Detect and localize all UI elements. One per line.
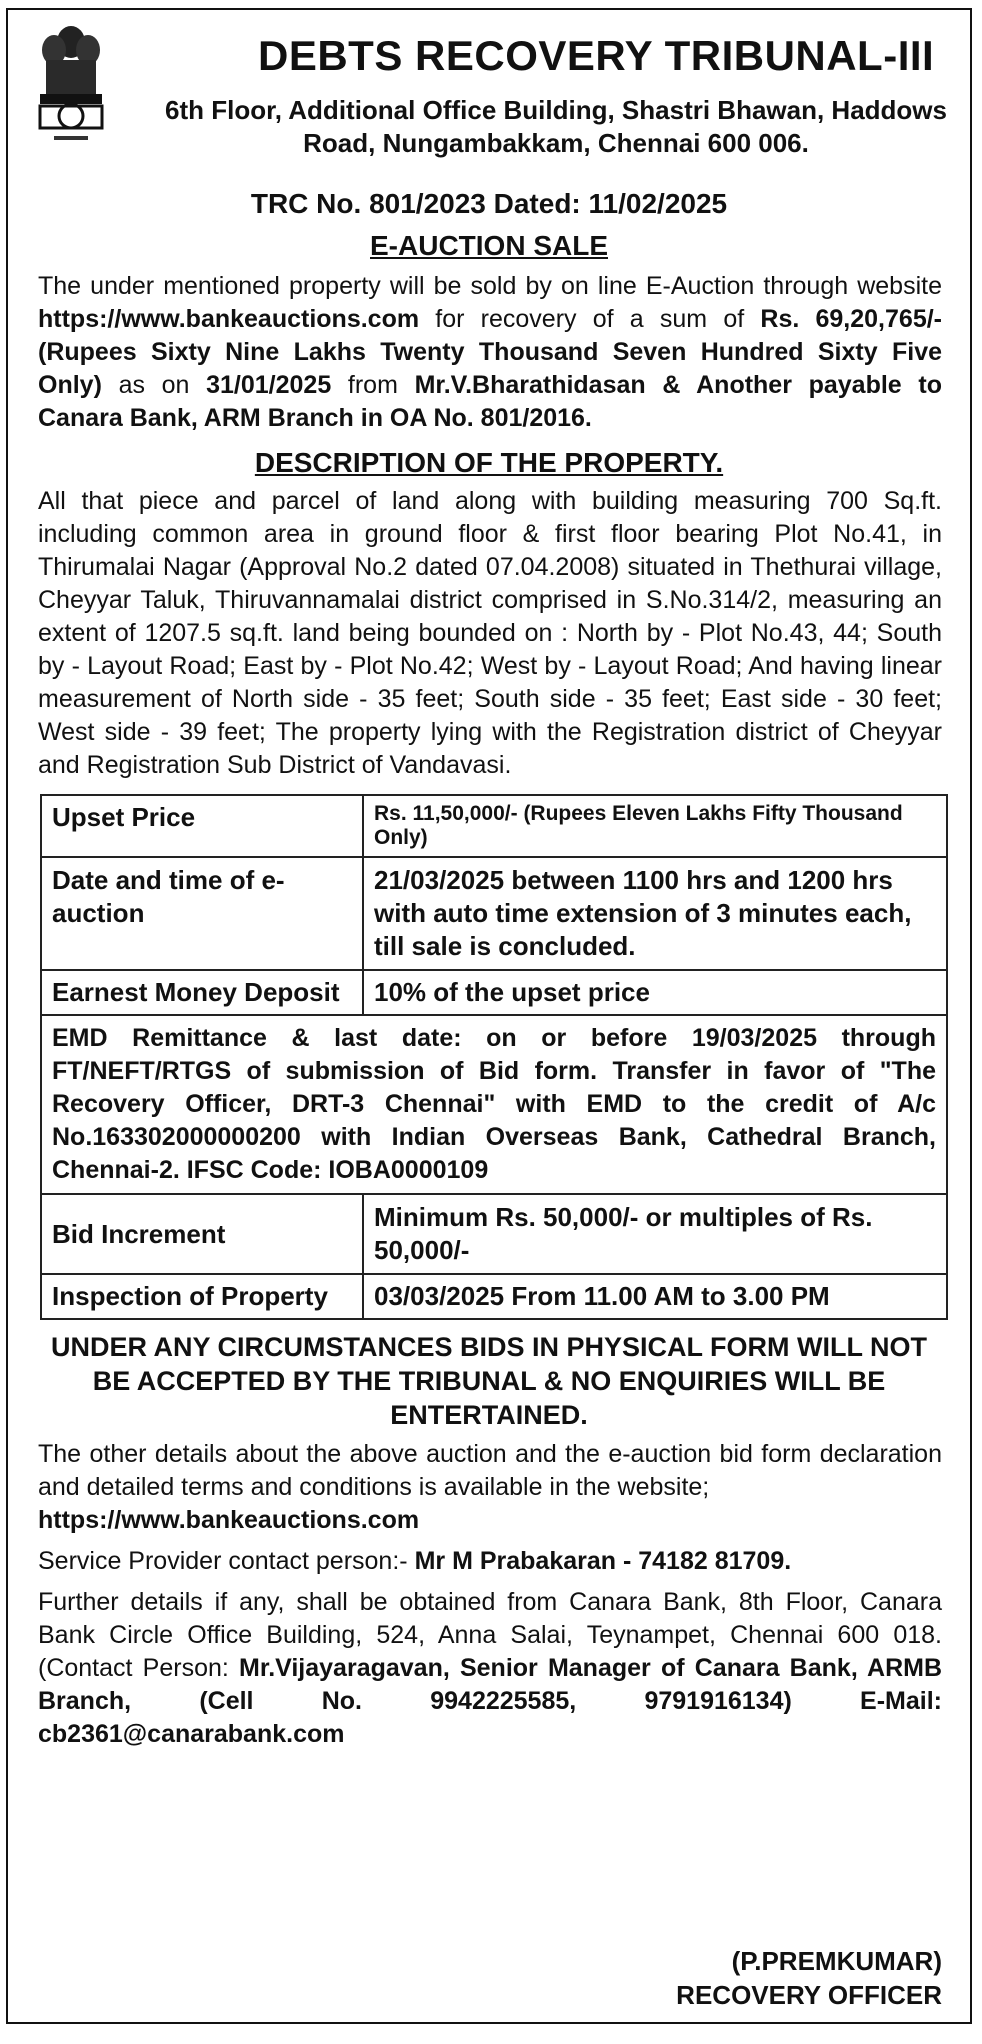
signature-block — [676, 1944, 942, 2012]
description-heading: DESCRIPTION OF THE PROPERTY. — [254, 447, 724, 478]
auction-date-label: Date and time of e-auction — [41, 857, 363, 970]
further-details-text: Further details if any, shall be obtained from Canara Bank, 8th Floor, Canara Bank Circle Office Building, 524, Anna Salai, Teynampet, Chennai 600 018. (Contact Person: — [38, 1588, 942, 1682]
intro-text: as on — [101, 371, 207, 399]
physical-bid-warning: UNDER ANY CIRCUMSTANCES BIDS IN PHYSICAL FORM WILL NOT BE ACCEPTED BY THE TRIBUNAL & NO ENQUIRIES WILL BE ENTERTAINED. — [50, 1332, 928, 1430]
auction-details-table — [40, 794, 948, 1320]
upset-price-label: Upset Price — [41, 795, 363, 857]
table-row — [41, 1274, 947, 1319]
inspection-value: 03/03/2025 From 11.00 AM to 3.00 PM — [363, 1274, 947, 1319]
table-row — [41, 1015, 947, 1194]
other-details — [8, 1438, 970, 1537]
service-provider-text: Service Provider contact person:- — [38, 1547, 415, 1575]
debtor-party: Mr.V.Bharathidasan & Another payable to Canara Bank, ARM Branch in OA No. 801/2016. — [38, 371, 942, 432]
emd-remittance: EMD Remittance & last date: on or before 19/03/2025 through FT/NEFT/RTGS of submission of Bid form. Transfer in favor of "The Recovery Officer, DRT-3 Chennai" with EMD to the credit of A/c No.163302000000200 with Indian Overseas Bank, Cathedral Branch, Chennai-2. IFSC Code: IOBA0000109 — [41, 1015, 947, 1194]
table-row — [41, 795, 947, 857]
intro-text: for recovery of a sum of — [419, 305, 761, 333]
website-link[interactable]: https://www.bankeauctions.com — [38, 1506, 420, 1534]
officer-designation: RECOVERY OFFICER — [676, 1980, 942, 2010]
emd-value: 10% of the upset price — [363, 970, 947, 1015]
other-details-text: The other details about the above auction and the e-auction bid form declaration and detailed terms and conditions is available in the website; — [38, 1440, 942, 1501]
tribunal-address: 6th Floor, Additional Office Building, Shastri Bhawan, Haddows Road, Nungambakkam, Chennai 600 006. — [165, 95, 947, 158]
further-details — [8, 1586, 970, 1751]
bid-increment-label: Bid Increment — [41, 1194, 363, 1274]
sale-heading: E-AUCTION SALE — [370, 230, 608, 261]
website-link[interactable]: https://www.bankeauctions.com — [38, 305, 420, 333]
notice — [6, 8, 972, 2024]
tribunal-title: DEBTS RECOVERY TRIBUNAL-III — [258, 32, 935, 79]
bid-increment-value: Minimum Rs. 50,000/- or multiples of Rs. 50,000/- — [363, 1194, 947, 1274]
intro-text: from — [331, 371, 415, 399]
header — [8, 10, 970, 170]
officer-name: (P.PREMKUMAR) — [731, 1946, 942, 1976]
service-provider-contact: Mr M Prabakaran - 74182 81709. — [414, 1547, 792, 1575]
bank-contact: Mr.Vijayaragavan, Senior Manager of Canara Bank, ARMB Branch, (Cell No. 9942225585, 9791916134) E-Mail: cb2361@canarabank.com — [38, 1654, 943, 1748]
national-emblem-icon — [34, 20, 108, 170]
emd-label: Earnest Money Deposit — [41, 970, 363, 1015]
table-row — [41, 1194, 947, 1274]
property-description: All that piece and parcel of land along with building measuring 700 Sq.ft. including common area in ground floor & first floor bearing Plot No.41, in Thirumalai Nagar (Approval No.2 dated 07.04.2008) situated in Thethurai village, Cheyyar Taluk, Thiruvannamalai district comprised in S.No.314/2, measuring an extent of 1207.5 sq.ft. land being bounded on : North by - Plot No.43, 44; South by - Layout Road; East by - Plot No.42; West by - Layout Road; And having linear measurement of North side - 35 feet; South side - 35 feet; East side - 30 feet; West side - 39 feet; The property lying with the Registration district of Cheyyar and Registration Sub District of Vandavasi. — [38, 487, 942, 779]
inspection-label: Inspection of Property — [41, 1274, 363, 1319]
auction-date-value: 21/03/2025 between 1100 hrs and 1200 hrs with auto time extension of 3 minutes each, till sale is concluded. — [363, 857, 947, 970]
recovery-date: 31/01/2025 — [206, 371, 332, 399]
service-provider — [8, 1545, 970, 1578]
intro-paragraph — [8, 270, 970, 435]
table-row — [41, 857, 947, 970]
upset-price-value: Rs. 11,50,000/- (Rupees Eleven Lakhs Fifty Thousand Only) — [363, 795, 947, 857]
table-row — [41, 970, 947, 1015]
intro-text: The under mentioned property will be sold by on line E-Auction through website — [38, 272, 942, 300]
recovery-amount: Rs. 69,20,765/- (Rupees Sixty Nine Lakhs Twenty Thousand Seven Hundred Sixty Five Only) — [38, 305, 942, 399]
trc-number: TRC No. 801/2023 Dated: 11/02/2025 — [250, 188, 728, 219]
